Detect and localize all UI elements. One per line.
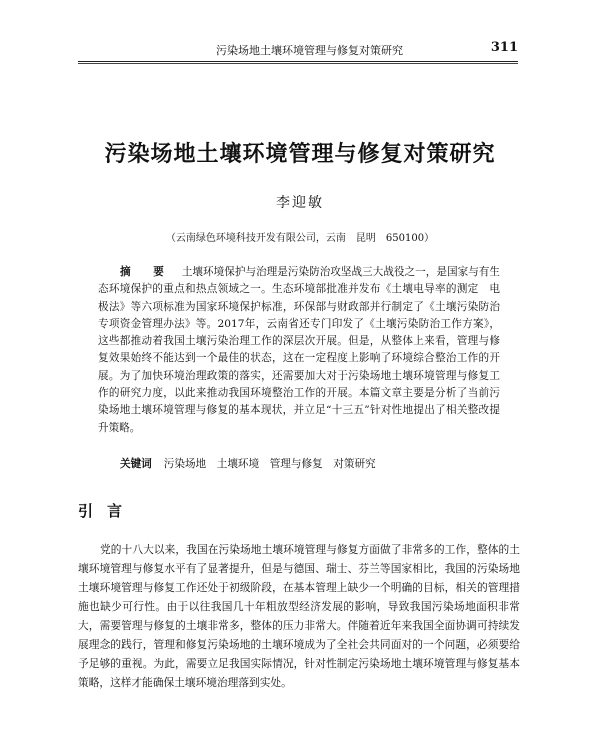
- keywords-text: 污染场地 土壤环境 管理与修复 对策研究: [163, 458, 376, 470]
- introduction-paragraph: 党的十八大以来，我国在污染场地土壤环境管理与修复方面做了非常多的工作，整体的土壤环境管理与修复水平有了显著提升，但是与德国、瑞士、芬兰等国家相比，我国的污染场地土壤环境管理与修复工作还处于初级阶段，在基本管理上缺少一个明确的目标，相关的管理措施也缺少可行性。由于以往我国几十年粗放型经济发展的影响，导致我国污染场地面积非常大，需要管理与修复的土壤非常多，整体的压力非常大。伴随着近年来我国全面协调可持续发展理念的践行，管理和修复污染场地的土壤环境成为了全社会共同面对的一个问题，必须要给予足够的重视。为此，需要立足我国实际情况，针对性制定污染场地土壤环境管理与修复基本策略，这样才能确保土壤环境治理落到实处。: [78, 543, 520, 689]
- section-heading-introduction: 引言: [78, 502, 137, 520]
- keywords: [120, 456, 500, 471]
- page-number: 311: [490, 40, 518, 55]
- running-title: 污染场地土壤环境管理与修复对策研究: [216, 44, 403, 57]
- keywords-label: 关键词: [120, 458, 152, 470]
- abstract-text: 土壤环境保护与治理是污染防治攻坚战三大战役之一，是国家与有生态环境保护的重点和热点领域之一。生态环境部批准并发布《土壤电导率的测定 电极法》等六项标准为国家环境保护标准，环保部与财政部并行制定了《土壤污染防治专项资金管理办法》等。2017年，云南省还专门印发了《土壤污染防治工作方案》，这些都推动着我国土壤污染治理工作的深层次开展。但是，从整体上来看，管理与修复效果始终不能达到一个最佳的状态，这在一定程度上影响了环境综合整治工作的开展。为了加快环境治理政策的落实，还需要加大对于污染场地土壤环境管理与修复工作的研究力度，以此来推动我国环境整治工作的开展。本篇文章主要是分析了当前污染场地土壤环境管理与修复的基本现状，并立足“十三五”针对性地提出了相关整改提升策略。: [98, 266, 501, 434]
- header-rule: [78, 61, 518, 62]
- abstract-label: 摘 要: [120, 266, 170, 278]
- article-title: 污染场地土壤环境管理与修复对策研究: [104, 141, 496, 167]
- header-rule-thin: [78, 63, 518, 64]
- abstract: [98, 264, 500, 437]
- author-name: 李迎敏: [276, 195, 324, 211]
- running-header: [78, 40, 518, 62]
- author-affiliation: （云南绿色环境科技开发有限公司，云南 昆明 650100）: [165, 233, 435, 244]
